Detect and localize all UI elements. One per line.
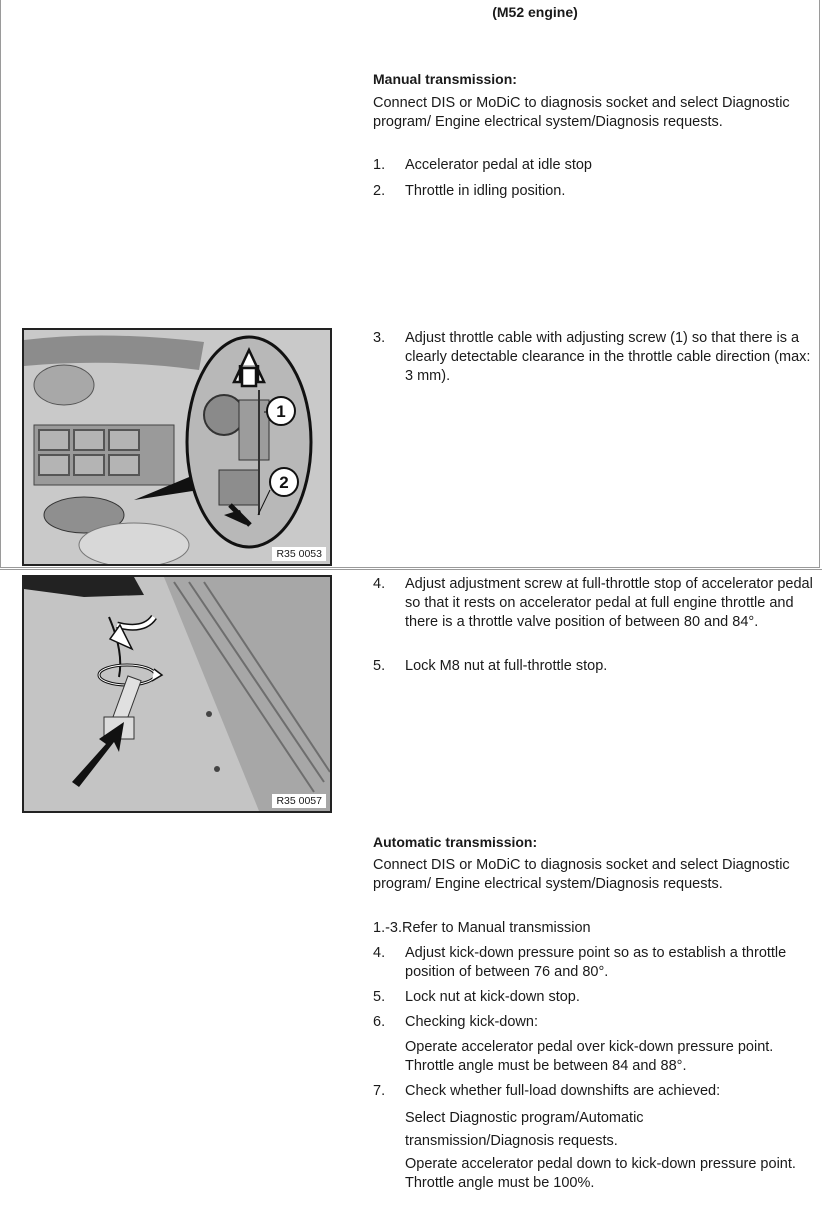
section-divider xyxy=(0,569,822,570)
pedal-illustration xyxy=(24,577,330,811)
step-number: 3. xyxy=(373,330,386,346)
step-text: Lock M8 nut at full-throttle stop. xyxy=(405,658,608,674)
automatic-step-7-detail-1: Select Diagnostic program/Automatic transmission/Diagnosis requests. xyxy=(405,1110,644,1149)
callout-1: 1 xyxy=(276,402,286,421)
step-number: 4. xyxy=(373,576,386,592)
callout-2: 2 xyxy=(279,473,289,492)
step-text: Adjust throttle cable with adjusting screw (1) so that there is a clearly detectable clearance in the throttle cable direction (max: 3 mm). xyxy=(405,330,811,384)
figure-id: R35 0057 xyxy=(272,794,326,808)
figure-throttle-cable xyxy=(22,328,332,566)
step-text: Adjust kick-down pressure point so as to establish a throttle position of between 76 and 80°. xyxy=(405,945,787,980)
automatic-ref: 1.-3.Refer to Manual transmission xyxy=(373,920,591,936)
automatic-intro: Connect DIS or MoDiC to diagnosis socket and select Diagnostic program/ Engine electrical system/Diagnosis requests. xyxy=(373,857,790,892)
figure-id: R35 0053 xyxy=(272,547,326,561)
step-number: 5. xyxy=(373,989,386,1005)
step-number: 2. xyxy=(373,183,386,199)
step-number: 4. xyxy=(373,945,386,961)
step-text: Adjust adjustment screw at full-throttle stop of accelerator pedal so that it rests on accelerator pedal at full engine throttle and there is a throttle valve position of between 80 and 84°. xyxy=(405,576,813,630)
step-number: 7. xyxy=(373,1083,386,1099)
step-text: Lock nut at kick-down stop. xyxy=(405,989,580,1005)
step-number: 5. xyxy=(373,658,386,674)
automatic-step-6-detail: Operate accelerator pedal over kick-down pressure point. Throttle angle must be between 84 and 88°. xyxy=(405,1039,774,1074)
figure-pedal-stop xyxy=(22,575,332,813)
engine-header: (M52 engine) xyxy=(492,4,578,20)
step-text: Checking kick-down: xyxy=(405,1014,538,1030)
engine-bay-illustration xyxy=(24,330,330,564)
manual-intro: Connect DIS or MoDiC to diagnosis socket and select Diagnostic program/ Engine electrical system/Diagnosis requests. xyxy=(373,95,790,130)
step-text: Check whether full-load downshifts are achieved: xyxy=(405,1083,721,1099)
step-number: 1. xyxy=(373,157,386,173)
manual-heading: Manual transmission: xyxy=(373,71,517,87)
step-number: 6. xyxy=(373,1014,386,1030)
automatic-heading: Automatic transmission: xyxy=(373,834,538,850)
step-text: Throttle in idling position. xyxy=(405,183,566,199)
step-text: Accelerator pedal at idle stop xyxy=(405,157,592,173)
automatic-step-7-detail-2: Operate accelerator pedal down to kick-down pressure point. Throttle angle must be 100%. xyxy=(405,1156,796,1191)
